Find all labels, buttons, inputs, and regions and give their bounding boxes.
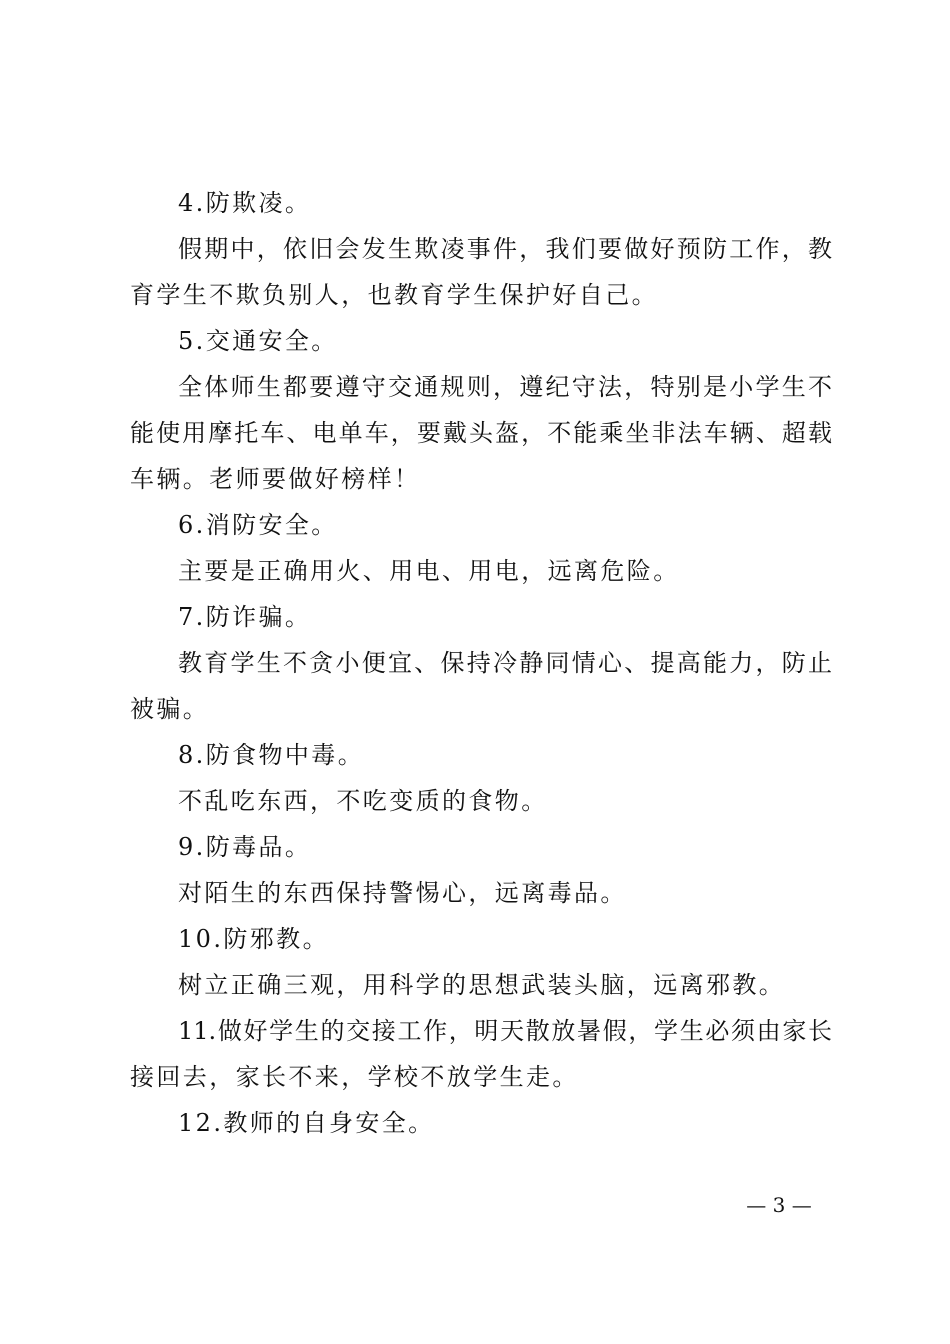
heading-anti-bullying: 4.防欺凌。 (178, 189, 312, 217)
paragraph-line: 教育学生不贪小便宜、保持冷静同情心、提高能力，防止 (178, 649, 832, 677)
paragraph-line: 育学生不欺负别人，也教育学生保护好自己。 (130, 281, 658, 309)
heading-student-handover: 11.做好学生的交接工作，明天散放暑假，学生必须由家长 (178, 1017, 832, 1045)
paragraph-line: 假期中，依旧会发生欺凌事件，我们要做好预防工作，教 (178, 235, 832, 263)
paragraph-line: 车辆。老师要做好榜样！ (130, 465, 421, 493)
heading-fire-safety: 6.消防安全。 (178, 511, 338, 539)
paragraph-line: 树立正确三观，用科学的思想武装头脑，远离邪教。 (178, 971, 786, 999)
heading-anti-fraud: 7.防诈骗。 (178, 603, 312, 631)
paragraph-line: 全体师生都要遵守交通规则，遵纪守法，特别是小学生不 (178, 373, 832, 401)
paragraph-line: 被骗。 (130, 695, 210, 723)
paragraph-line: 不乱吃东西，不吃变质的食物。 (178, 787, 548, 815)
paragraph-line: 能使用摩托车、电单车，要戴头盔，不能乘坐非法车辆、超载 (130, 419, 832, 447)
heading-traffic-safety: 5.交通安全。 (178, 327, 338, 355)
paragraph-line: 主要是正确用火、用电、用电，远离危险。 (178, 557, 680, 585)
heading-teacher-safety: 12.教师的自身安全。 (178, 1109, 435, 1137)
heading-anti-drugs: 9.防毒品。 (178, 833, 312, 861)
document-body (130, 180, 832, 1146)
paragraph-line: 对陌生的东西保持警惕心，远离毒品。 (178, 879, 627, 907)
heading-food-poisoning: 8.防食物中毒。 (178, 741, 365, 769)
paragraph-line: 接回去，家长不来，学校不放学生走。 (130, 1063, 579, 1091)
heading-anti-cult: 10.防邪教。 (178, 925, 329, 953)
page-number: — 3 — (746, 1193, 812, 1217)
